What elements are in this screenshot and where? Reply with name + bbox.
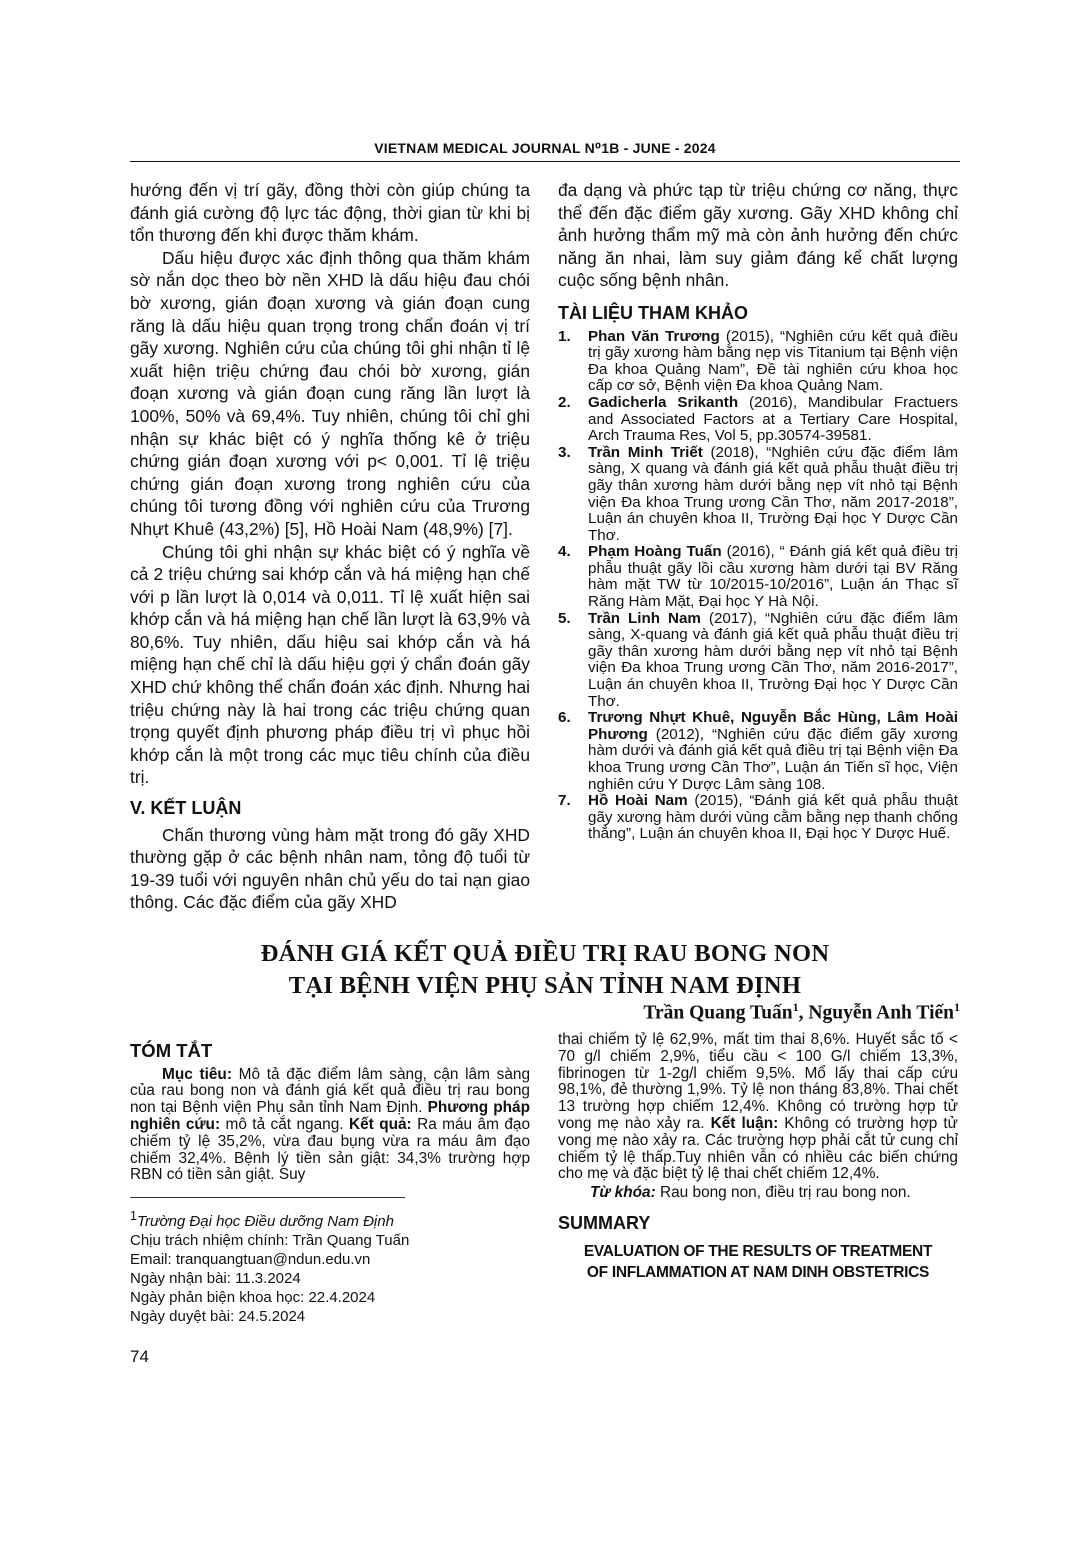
article-title <box>130 938 960 1002</box>
reference-item: 2. Gadicherla Srikanth (2016), Mandibular Fractuers and Associated Factors at a Tertiary Care Hospital, Arch Trauma Res, Vol 5, pp.30574-39581. <box>558 393 958 445</box>
reference-item: 3. Trần Minh Triết (2018), “Nghiên cứu đặc điểm lâm sàng, X quang và đánh giá kết quả phẫu thuật điều trị gãy thân xương hàm dưới bằng nẹp vít nhỏ tại Bệnh viện Đa khoa Trung ương Cần Thơ, năm 2017-2018”, Luận án chuyên khoa II, Trường Đại học Y Dược Cần Thơ. <box>558 443 958 544</box>
article-authors <box>643 1000 960 1025</box>
accepted-date: Ngày duyệt bài: 24.5.2024 <box>130 1308 306 1325</box>
author-affiliation-mark: 1 <box>792 1000 799 1014</box>
left-paragraph-2: Dấu hiệu được xác định thông qua thăm khám sờ nắn dọc theo bờ nền XHD là dấu hiệu đau chói bờ xương, gián đoạn xương và gián đoạn cung răng là dấu hiệu quan trọng trong chẩn đoán vị trí gãy xương. Nghiên cứu của chúng tôi ghi nhận tỉ lệ xuất hiện triệu chứng đau chói bờ xương, gián đoạn xương và gián đoạn cung răng lần lượt là 100%, 50% và 69,4%. Tuy nhiên, chúng tôi chỉ ghi nhận sự khác biệt có ý nghĩa thống kê ở triệu chứng gián đoạn xương với p< 0,001. Tỉ lệ triệu chứng gián đoạn xương trong nghiên cứu của chúng tôi tương đồng với nghiên cứu của Trương Nhựt Khuê (43,2%) [5], Hồ Hoài Nam (48,9%) [7]. <box>130 247 530 539</box>
abstract-right <box>558 1032 958 1283</box>
article-title-line-2: TẠI BỆNH VIỆN PHỤ SẢN TỈNH NAM ĐỊNH <box>288 972 802 999</box>
summary-title-line-2: OF INFLAMMATION AT NAM DINH OBSTETRICS <box>586 1263 930 1281</box>
summary-title <box>558 1241 958 1283</box>
footnote-divider <box>130 1197 405 1198</box>
review-date: Ngày phản biện khoa học: 22.4.2024 <box>130 1289 376 1306</box>
corresponding-author: Chịu trách nhiệm chính: Trần Quang Tuấn <box>130 1232 410 1249</box>
page-number: 74 <box>130 1347 149 1366</box>
section-heading-conclusion: V. KẾT LUẬN <box>130 798 242 819</box>
summary-heading: SUMMARY <box>558 1212 651 1233</box>
left-paragraph-3: Chúng tôi ghi nhận sự khác biệt có ý nghĩa về cả 2 triệu chứng sai khớp cắn và há miệng hạn chế với p lần lượt là 0,014 và 0,011. Tỉ lệ xuất hiện sai khớp cắn và há miệng hạn chế lần lượt là 63,9% và 80,6%. Tuy nhiên, dấu hiệu sai khớp cắn và há miệng hạn chế chỉ là dấu hiệu gợi ý chẩn đoán gãy XHD chứ không thể chẩn đoán xác định. Nhưng hai triệu chứng này là hai trong các triệu chứng quan trọng quyết định phương pháp điều trị vì phục hồi khớp cắn là một trong các mục tiêu chính của điều trị. <box>130 541 530 788</box>
author-separator: , <box>798 1002 809 1024</box>
summary-title-line-1: EVALUATION OF THE RESULTS OF TREATMENT <box>583 1242 933 1260</box>
abstract-continued: thai chiếm tỷ lệ 62,9%, mất tim thai 8,6%. Huyết sắc tố < 70 g/l chiếm 2,9%, tiểu cầu < 100 G/l chiếm 13,3%, fibrinogen từ 1-2g/l chiếm 9,5%. Mổ lấy thai cấp cứu 98,1%, đẻ thường 1,9%. Tỷ lệ non tháng 83,8%. Thai chết 13 trường hợp chiếm 12,4%. Không có trường hợp tử vong mẹ nào xảy ra. Kết luận: Không có trường hợp tử vong mẹ nào xảy ra. Các trường hợp phải cắt tử cung chỉ chiếm tỷ lệ thấp.Tuy nhiên vẫn có nhiều các biến chứng cho mẹ và đặc biệt tỷ lệ thai chết chiếm 12,4%. <box>558 1031 958 1183</box>
author-email: Email: tranquangtuan@ndun.edu.vn <box>130 1251 371 1268</box>
left-paragraph-4: Chấn thương vùng hàm mặt trong đó gãy XHD thường gặp ở các bệnh nhân nam, tỏng độ tuổi từ 19-39 tuổi với nguyên nhân chủ yếu do tai nạn giao thông. Các đặc điểm của gãy XHD <box>130 824 530 913</box>
reference-item: 6. Trương Nhựt Khuê, Nguyễn Bắc Hùng, Lâm Hoài Phương (2012), “Nghiên cứu đặc điểm gãy xương hàm dưới và đánh giá kết quả điều trị tại Bệnh viện Đa khoa Trung ương Cần Thơ”, Luận án Tiến sĩ học, Viện nghiên cứu Y Dược Lâm sàng 108. <box>558 709 958 793</box>
abstract-paragraph: Mục tiêu: Mô tả đặc điểm lâm sàng, cận lâm sàng của rau bong non và đánh giá kết quả điều trị rau bong non tại Bệnh viện Phụ sản tỉnh Nam Định. Phương pháp nghiên cứu: mô tả cắt ngang. Kết quả: Ra máu âm đạo chiếm tỷ lệ 35,2%, vừa đau bụng vừa ra máu âm đạo chiếm 32,4%. Bệnh lý tiền sản giật: 34,3% trường hợp RBN có tiền sản giật. Suy <box>130 1065 531 1184</box>
affiliation-institution: $^1$Trường Đại học Điều dưỡng Nam Định <box>130 1209 394 1230</box>
references-list <box>558 329 958 843</box>
author-affiliation-mark: 1 <box>954 1000 960 1014</box>
reference-item: 1. Phan Văn Trương (2015), “Nghiên cứu kết quả điều trị gãy xương hàm bằng nẹp vis Titanium tại Bệnh viện Đa khoa Quảng Nam”, Đề tài nghiên cứu khoa học cấp cơ sở, Bệnh viện Đa khoa Quảng Nam. <box>558 327 958 395</box>
article-title-line-1: ĐÁNH GIÁ KẾT QUẢ ĐIỀU TRỊ RAU BONG NON <box>260 940 830 967</box>
reference-item: 7. Hồ Hoài Nam (2015), “Đánh giá kết quả phẫu thuật gãy xương hàm dưới vùng cằm bằng nẹp thanh chống thẳng”, Luận án chuyên khoa II, Đại học Y Dược Huế. <box>558 792 958 843</box>
received-date: Ngày nhận bài: 11.3.2024 <box>130 1270 301 1287</box>
reference-item: 5. Trần Linh Nam (2017), “Nghiên cứu đặc điểm lâm sàng, X-quang và đánh giá kết quả phẫu thuật điều trị gãy thân xương hàm dưới bằng nẹp vít nhỏ tại Bệnh viện Đa khoa Trung ương Cần Thơ, năm 2016-2017”, Luận án chuyên khoa II, Trường Đại học Y Dược Cần Thơ. <box>558 609 958 710</box>
right-column <box>558 179 958 843</box>
author-name: Trần Quang Tuấn <box>643 1002 793 1024</box>
keywords: Từ khóa: Rau bong non, điều trị rau bong non. <box>590 1184 911 1202</box>
left-paragraph-1: hướng đến vị trí gãy, đồng thời còn giúp chúng ta đánh giá cường độ lực tác động, thời gian từ khi bị tổn thương đến khi được thăm khám. <box>130 180 530 246</box>
affiliation-footnote <box>130 1207 410 1326</box>
author-name: Nguyễn Anh Tiến <box>808 1002 954 1024</box>
references-heading: TÀI LIỆU THAM KHẢO <box>558 302 748 323</box>
abstract-heading: TÓM TẮT <box>130 1040 213 1061</box>
journal-header: VIETNAM MEDICAL JOURNAL N⁰1B - JUNE - 2024 <box>130 140 960 162</box>
left-column <box>130 179 530 914</box>
reference-item: 4. Phạm Hoàng Tuấn (2016), “ Đánh giá kết quả điều trị phẫu thuật gãy lồi cầu xương hàm dưới tại BV Răng hàm mặt TW từ 10/2015-10/2016”, Luận án Thạc sĩ Răng Hàm Mặt, Đại học Y Hà Nội. <box>558 543 958 611</box>
abstract-left <box>130 1040 530 1184</box>
right-paragraph-1: đa dạng và phức tạp từ triệu chứng cơ năng, thực thể đến đặc điểm gãy xương. Gãy XHD không chỉ ảnh hưởng thẩm mỹ mà còn ảnh hưởng đến chức năng ăn nhai, làm suy giảm đáng kể chất lượng cuộc sống bệnh nhân. <box>558 180 958 291</box>
